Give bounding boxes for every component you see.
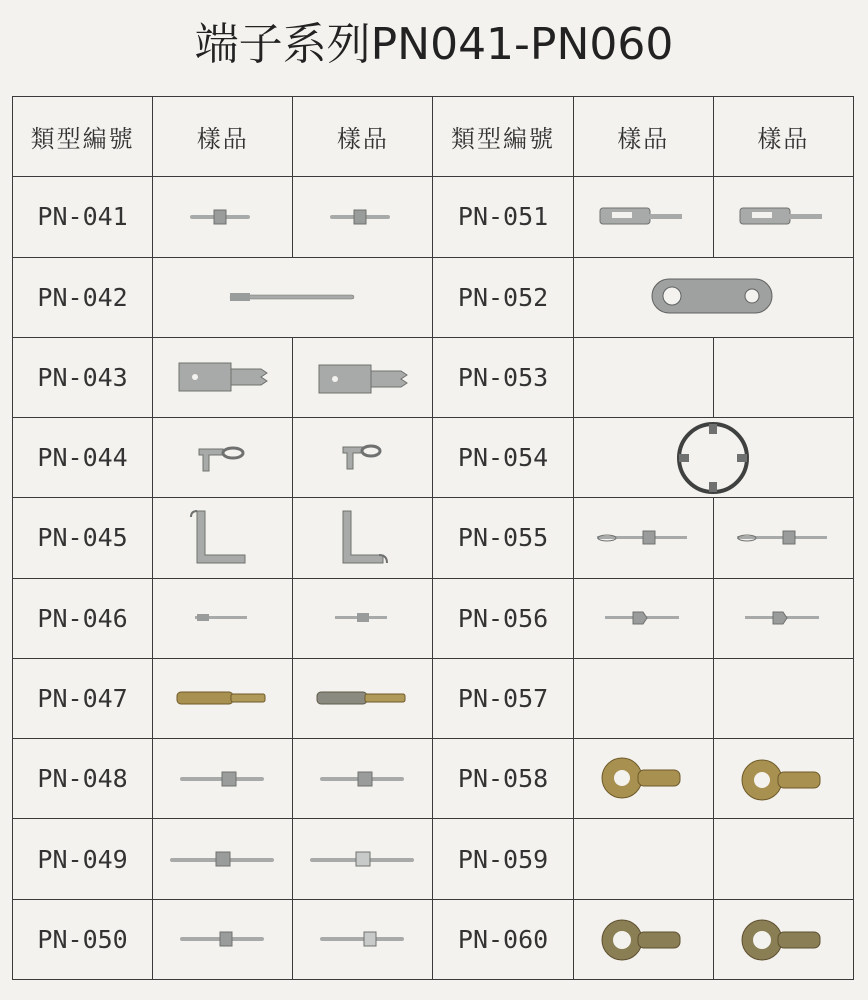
sample-image bbox=[713, 739, 853, 819]
terminal-sample-pn049-a bbox=[168, 848, 278, 870]
terminal-sample-pn050-b bbox=[318, 928, 408, 950]
header-sample-2: 樣品 bbox=[293, 97, 433, 177]
sample-image bbox=[573, 578, 713, 658]
terminal-sample-pn046-b bbox=[333, 610, 393, 626]
terminal-sample-pn047-a bbox=[175, 687, 271, 709]
terminal-sample-pn047-b bbox=[315, 687, 411, 709]
terminal-sample-pn043-b bbox=[313, 355, 413, 399]
table-row bbox=[13, 899, 854, 979]
terminal-sample-pn052 bbox=[648, 275, 778, 319]
terminal-sample-pn045-b bbox=[323, 505, 403, 571]
sample-image bbox=[293, 177, 433, 257]
type-code: PN-047 bbox=[13, 658, 153, 738]
table-row bbox=[13, 257, 854, 337]
type-code: PN-048 bbox=[13, 739, 153, 819]
sample-image bbox=[293, 819, 433, 899]
type-code: PN-041 bbox=[13, 177, 153, 257]
sample-image bbox=[573, 418, 853, 498]
sample-image bbox=[153, 658, 293, 738]
header-sample-3: 樣品 bbox=[573, 97, 713, 177]
sample-image bbox=[153, 498, 293, 578]
sample-image bbox=[293, 337, 433, 417]
type-code: PN-058 bbox=[433, 739, 573, 819]
sample-image bbox=[153, 819, 293, 899]
terminal-sample-pn048-a bbox=[178, 768, 268, 790]
sample-image bbox=[153, 418, 293, 498]
type-code: PN-043 bbox=[13, 337, 153, 417]
sample-image bbox=[573, 177, 713, 257]
sample-image bbox=[153, 899, 293, 979]
sample-image bbox=[293, 498, 433, 578]
terminal-sample-pn041-b bbox=[328, 205, 398, 229]
sample-image bbox=[153, 578, 293, 658]
terminal-sample-pn044-a bbox=[193, 441, 253, 475]
header-sample-4: 樣品 bbox=[713, 97, 853, 177]
sample-image bbox=[293, 899, 433, 979]
sample-image bbox=[573, 819, 713, 899]
type-code: PN-053 bbox=[433, 337, 573, 417]
type-code: PN-050 bbox=[13, 899, 153, 979]
sample-image bbox=[713, 819, 853, 899]
type-code: PN-051 bbox=[433, 177, 573, 257]
table-row bbox=[13, 418, 854, 498]
header-sample-1: 樣品 bbox=[153, 97, 293, 177]
table-row bbox=[13, 337, 854, 417]
terminal-sample-pn045-a bbox=[183, 505, 263, 571]
sample-image bbox=[293, 739, 433, 819]
terminal-sample-pn060-a bbox=[598, 914, 688, 964]
sample-image bbox=[293, 658, 433, 738]
sample-image bbox=[573, 658, 713, 738]
terminal-sample-pn049-b bbox=[308, 848, 418, 870]
header-row bbox=[13, 97, 854, 177]
terminal-sample-pn055-b bbox=[735, 528, 831, 548]
terminal-sample-pn056-b bbox=[743, 608, 823, 628]
type-code: PN-054 bbox=[433, 418, 573, 498]
terminal-sample-pn058-b bbox=[738, 754, 828, 804]
terminal-sample-pn051-a bbox=[598, 202, 688, 232]
type-code: PN-045 bbox=[13, 498, 153, 578]
sample-image bbox=[293, 418, 433, 498]
type-code: PN-042 bbox=[13, 257, 153, 337]
sample-image bbox=[153, 257, 433, 337]
terminal-sample-pn043-a bbox=[173, 355, 273, 399]
type-code: PN-059 bbox=[433, 819, 573, 899]
sample-image bbox=[573, 899, 713, 979]
type-code: PN-044 bbox=[13, 418, 153, 498]
sample-image bbox=[713, 498, 853, 578]
terminal-sample-pn055-a bbox=[595, 528, 691, 548]
sample-image bbox=[573, 337, 713, 417]
terminal-sample-pn048-b bbox=[318, 768, 408, 790]
table-row bbox=[13, 819, 854, 899]
sample-image bbox=[573, 257, 853, 337]
table-row bbox=[13, 658, 854, 738]
sample-image bbox=[573, 498, 713, 578]
sample-image bbox=[153, 337, 293, 417]
terminal-sample-pn051-b bbox=[738, 202, 828, 232]
terminal-sample-pn042 bbox=[228, 287, 358, 307]
type-code: PN-049 bbox=[13, 819, 153, 899]
table-row bbox=[13, 498, 854, 578]
table-row bbox=[13, 177, 854, 257]
header-type-code-right: 類型編號 bbox=[433, 97, 573, 177]
terminal-table bbox=[12, 96, 854, 980]
type-code: PN-060 bbox=[433, 899, 573, 979]
terminal-sample-pn041-a bbox=[188, 205, 258, 229]
sample-image bbox=[573, 739, 713, 819]
sample-image bbox=[153, 177, 293, 257]
sample-image bbox=[153, 739, 293, 819]
type-code: PN-055 bbox=[433, 498, 573, 578]
terminal-sample-pn054 bbox=[673, 419, 753, 497]
terminal-sample-pn060-b bbox=[738, 914, 828, 964]
sample-image bbox=[713, 899, 853, 979]
terminal-sample-pn050-a bbox=[178, 928, 268, 950]
sample-image bbox=[713, 578, 853, 658]
sample-image bbox=[293, 578, 433, 658]
table-row bbox=[13, 578, 854, 658]
terminal-sample-pn058-a bbox=[598, 754, 688, 804]
type-code: PN-056 bbox=[433, 578, 573, 658]
terminal-sample-pn056-a bbox=[603, 608, 683, 628]
terminal-sample-pn046-a bbox=[193, 610, 253, 626]
header-type-code-left: 類型編號 bbox=[13, 97, 153, 177]
page-title: 端子系列PN041-PN060 bbox=[194, 19, 674, 70]
type-code: PN-052 bbox=[433, 257, 573, 337]
type-code: PN-046 bbox=[13, 578, 153, 658]
sample-image bbox=[713, 177, 853, 257]
sample-image bbox=[713, 337, 853, 417]
table-row bbox=[13, 739, 854, 819]
sample-image bbox=[713, 658, 853, 738]
type-code: PN-057 bbox=[433, 658, 573, 738]
terminal-sample-pn044-b bbox=[333, 441, 393, 475]
